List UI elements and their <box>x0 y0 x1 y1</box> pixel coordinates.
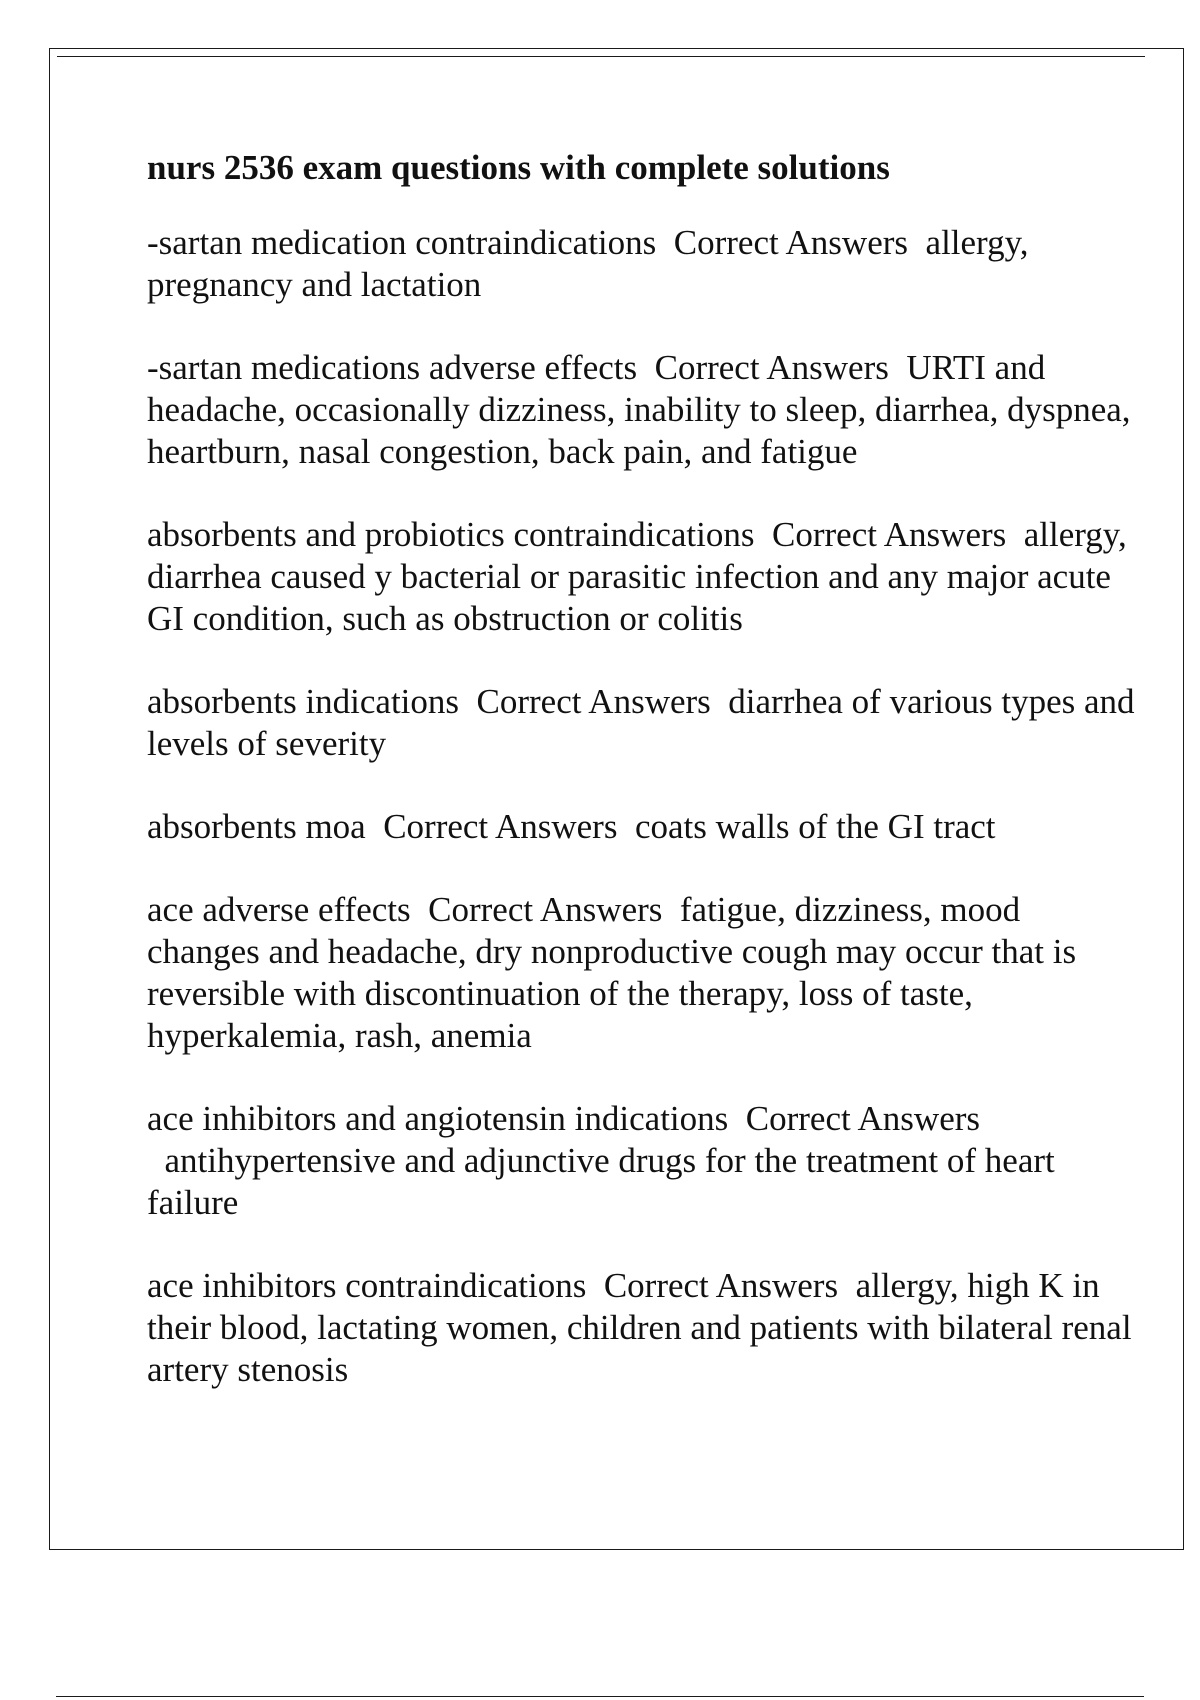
answer-marker: Correct Answers <box>428 890 663 929</box>
question-text: -sartan medications adverse effects <box>147 348 638 387</box>
answer-text: fatigue, dizziness, mood changes and headache, dry nonproductive cough may occur that is reversible with discontinuation of the therapy, loss of taste, hyperkalemia, rash, anemia <box>147 890 1077 1055</box>
answer-text: diarrhea of various types and levels of severity <box>147 682 1135 763</box>
answer-text: allergy, pregnancy and lactation <box>147 223 1029 304</box>
answer-marker: Correct Answers <box>745 1099 981 1138</box>
question-text: absorbents indications <box>147 682 460 721</box>
page-frame <box>49 48 1184 1550</box>
qa-entry <box>147 681 1137 765</box>
answer-marker: Correct Answers <box>383 807 618 846</box>
document-title: nurs 2536 exam questions with complete solutions <box>147 148 890 187</box>
qa-entry <box>147 806 1137 848</box>
answer-marker: Correct Answers <box>603 1266 839 1305</box>
answer-marker: Correct Answers <box>654 348 889 387</box>
bottom-rule <box>56 1696 1144 1697</box>
question-text: absorbents moa <box>147 807 366 846</box>
question-text: ace inhibitors contraindications <box>147 1266 587 1305</box>
answer-text: allergy, high K in their blood, lactating women, children and patients with bilateral renal artery stenosis <box>147 1266 1132 1389</box>
question-text: absorbents and probiotics contraindications <box>147 515 755 554</box>
question-text: ace adverse effects <box>147 890 411 929</box>
answer-text: antihypertensive and adjunctive drugs for the treatment of heart failure <box>147 1141 1055 1222</box>
answer-text: coats walls of the GI tract <box>634 807 996 846</box>
top-rule <box>57 56 1145 57</box>
qa-entry <box>147 1098 1137 1224</box>
question-text: -sartan medication contraindications <box>147 223 657 262</box>
qa-entry <box>147 222 1137 306</box>
qa-entry <box>147 889 1137 1057</box>
qa-entry <box>147 1265 1137 1391</box>
qa-entry <box>147 514 1137 640</box>
answer-text: allergy, diarrhea caused y bacterial or parasitic infection and any major acute GI condition, such as obstruction or colitis <box>147 515 1127 638</box>
answer-text: URTI and headache, occasionally dizziness, inability to sleep, diarrhea, dyspnea, heartburn, nasal congestion, back pain, and fatigue <box>147 348 1131 471</box>
answer-marker: Correct Answers <box>772 515 1007 554</box>
document-body <box>147 147 1137 1432</box>
question-text: ace inhibitors and angiotensin indications <box>147 1099 729 1138</box>
qa-entry <box>147 347 1137 473</box>
answer-marker: Correct Answers <box>673 223 909 262</box>
answer-marker: Correct Answers <box>476 682 711 721</box>
